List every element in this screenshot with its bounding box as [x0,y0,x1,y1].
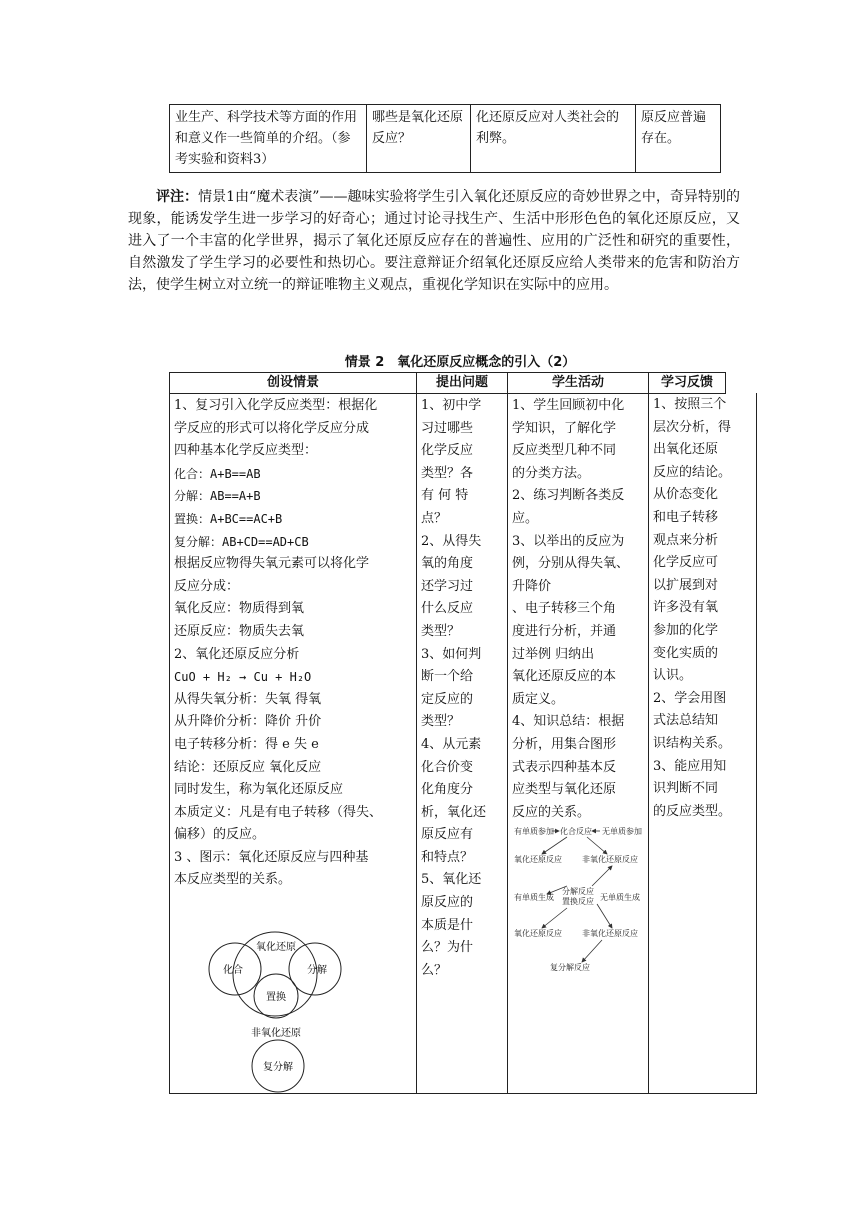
text-line: 过举例 归纳出 [512,646,595,662]
text-line: 反应分成： [174,578,240,594]
text-line: 分析，用集合图形 [512,736,617,752]
comment-label: 评注： [156,189,199,205]
text-line: 从价态变化 [653,487,719,503]
top-continuation-table [169,104,721,173]
text-line: 和电子转移 [653,509,719,525]
text-line: 什么反应 [421,601,474,617]
column-student-activity [507,393,649,1094]
text-line: 以扩展到对 [653,577,719,593]
displace-label: 置换 [266,992,286,1003]
text-line: 反应的关系。 [512,804,591,820]
table-cell: 化还原反应对人类社会的利弊。 [471,105,636,173]
text-line: 化学反应可 [653,555,719,571]
text-line: 3、以举出的反应为 [512,533,625,549]
comment-paragraph [128,186,740,296]
text-line: 断一个给 [421,669,474,685]
text-line: 应。 [512,510,539,526]
text-line: 化角度分 [421,782,474,798]
text-line: 氧的角度 [421,556,474,572]
flow-label: 有单质参加 [514,827,554,836]
text-line: 结论：还原反应 氧化反应 [174,759,322,775]
flow-label: 无单质生成 [600,893,640,902]
text-line: 识判断不同 [653,781,719,797]
text-line: 式法总结知 [653,713,719,729]
text-line: 许多没有氧 [653,600,719,616]
text-line: 1、初中学 [421,398,482,413]
text-line: 么？为什 [421,940,474,956]
text-line: 4、从元素 [421,736,482,752]
text-line: 观点来分析 [653,532,719,548]
text-line: 出氧化还原 [653,442,719,458]
text-line: 2、练习判断各类反 [512,488,625,504]
text-line: 化学反应 [421,443,474,459]
redox-label: 氧化还原 [256,942,296,953]
text-line: 类型？各 [421,465,474,481]
text-line: 度进行分析，并通 [512,623,617,639]
table-cell: 业生产、科学技术等方面的作用和意义作一些简单的介绍。（参考实验和资料3） [170,105,367,173]
header-student-activity: 学生活动 [507,372,649,394]
text-line: 参加的化学 [653,622,719,638]
text-line: 类型？ [421,623,461,639]
text-line: 式表示四种基本反 [512,759,617,775]
text-line: 还学习过 [421,578,474,594]
text-line: 学知识，了解化学 [512,420,617,436]
text-line: 根据反应物得失氧元素可以将化学 [174,556,370,572]
text-line: 升降价 [512,578,552,594]
text-line: 置换：A+BC==AC+B [174,511,283,526]
double-decompose-label: 复分解 [263,1062,293,1073]
flow-label: 有单质生成 [514,893,554,902]
flow-label: 复分解反应 [550,963,590,972]
text-line: 氧化还原反应的本 [512,669,617,685]
text-line: 析，氧化还 [421,804,487,820]
text-line: 的分类方法。 [512,465,591,481]
text-line: 反应类型几种不同 [512,443,617,459]
header-questions: 提出问题 [416,372,508,394]
text-line: 学反应的形式可以将化学反应分成 [174,420,370,436]
table-cell: 原反应普遍存在。 [636,105,721,173]
text-line: 本质定义：凡是有电子转移（得失、 [174,804,383,820]
text-line: 从得失氧分析：失氧 得氧 [174,691,322,707]
text-line: 和特点？ [421,849,474,865]
text-line: 4、知识总结：根据 [512,714,625,730]
text-line: 3、能应用知 [653,758,727,774]
decompose-label: 分解 [307,965,327,976]
text-line: 2、从得失 [421,533,482,549]
text-line: 5、氧化还 [421,872,482,888]
text-line: 3 、图示：氧化还原反应与四种基 [174,849,369,865]
text-line: 定反应的 [421,691,474,707]
flow-label: 非氧化还原反应 [582,855,638,864]
text-line: 同时发生，称为氧化还原反应 [174,782,344,798]
header-create-scenario: 创设情景 [169,372,417,394]
text-line: 3、如何判 [421,646,482,662]
text-line: 1、按照三个 [653,397,727,412]
text-line: 化合价变 [421,759,474,775]
text-line: 电子转移分析：得 e 失 e [174,736,319,752]
flow-label: 非氧化还原反应 [582,929,638,938]
reaction-flow-diagram [512,824,646,974]
text-line: 1、复习引入化学反应类型：根据化 [174,398,378,413]
text-line: 复分解：AB+CD==AD+CB [174,534,309,549]
table-row [170,105,721,173]
venn-diagram [200,914,350,1104]
text-line: 偏移）的反应。 [174,827,266,843]
text-line: 原反应的 [421,895,474,911]
comment-text: 情景1由“魔术表演”——趣味实验将学生引入氧化还原反应的奇妙世界之中，奇异特别的现象，能诱发学生进一步学习的好奇心；通过讨论寻找生产、生活中形形色色的氧化还原反应，又进入了一个丰富的化学世界，揭示了氧化还原反应存在的普遍性、应用的广泛性和研究的重要性，自然激发了学生学习的必要性和热切心。要注意辩证介绍氧化还原反应给人类带来的危害和防治方法，使学生树立对立统一的辩证唯物主义观点，重视化学知识在实际中的应用。 [128,189,740,293]
text-line: 的反应类型。 [653,803,732,819]
text-line: 层次分析，得 [653,419,732,435]
text-line: 变化实质的 [653,645,719,661]
table-caption: 情景 2 氧化还原反应概念的引入（2） [344,355,576,370]
text-line: 应类型与氧化还原 [512,782,617,798]
text-line: 质定义。 [512,691,565,707]
column-feedback [648,393,757,1094]
text-line: 化合：A+B==AB [174,466,261,481]
flow-label: 化合反应 [560,827,592,836]
text-line: 氧化反应：物质得到氧 [174,601,305,617]
text-line: 2、学会用图 [653,690,727,706]
text-line: 、电子转移三个角 [512,601,617,617]
text-line: 点？ [421,510,448,526]
text-line: 类型？ [421,714,461,730]
text-line: 原反应有 [421,827,474,843]
flow-label: 氧化还原反应 [514,855,562,864]
table-cell: 哪些是氧化还原反应？ [367,105,471,173]
text-line: 2、氧化还原反应分析 [174,646,300,662]
text-line: 习过哪些 [421,420,474,436]
combine-label: 化合 [223,965,243,976]
text-line: 还原反应：物质失去氧 [174,623,305,639]
text-line: 本质是什 [421,917,474,933]
text-line: 四种基本化学反应类型： [174,443,318,459]
flow-label: 置换反应 [562,897,594,906]
text-line: 例，分别从得失氧、 [512,556,630,572]
text-line: 分解：AB==A+B [174,489,261,504]
flow-label: 无单质参加 [602,827,642,836]
text-line: 么？ [421,962,448,978]
header-feedback: 学习反馈 [648,372,726,394]
text-line: 反应的结论。 [653,464,732,480]
flow-label: 分解反应 [562,887,594,896]
equation: CuO + H₂ → Cu + H₂O [174,670,312,685]
text-line: 1、学生回顾初中化 [512,398,625,413]
text-line: 识结构关系。 [653,735,732,751]
non-redox-label: 非氧化还原 [251,1028,301,1039]
flow-label: 氧化还原反应 [514,929,562,938]
scenario-table [169,372,757,1094]
text-line: 有 何 特 [421,488,469,504]
text-line: 本反应类型的关系。 [174,872,292,888]
text-line: 认识。 [653,668,693,684]
column-create-scenario [169,393,417,1094]
column-questions [416,393,508,1094]
text-line: 从升降价分析：降价 升价 [174,714,322,730]
